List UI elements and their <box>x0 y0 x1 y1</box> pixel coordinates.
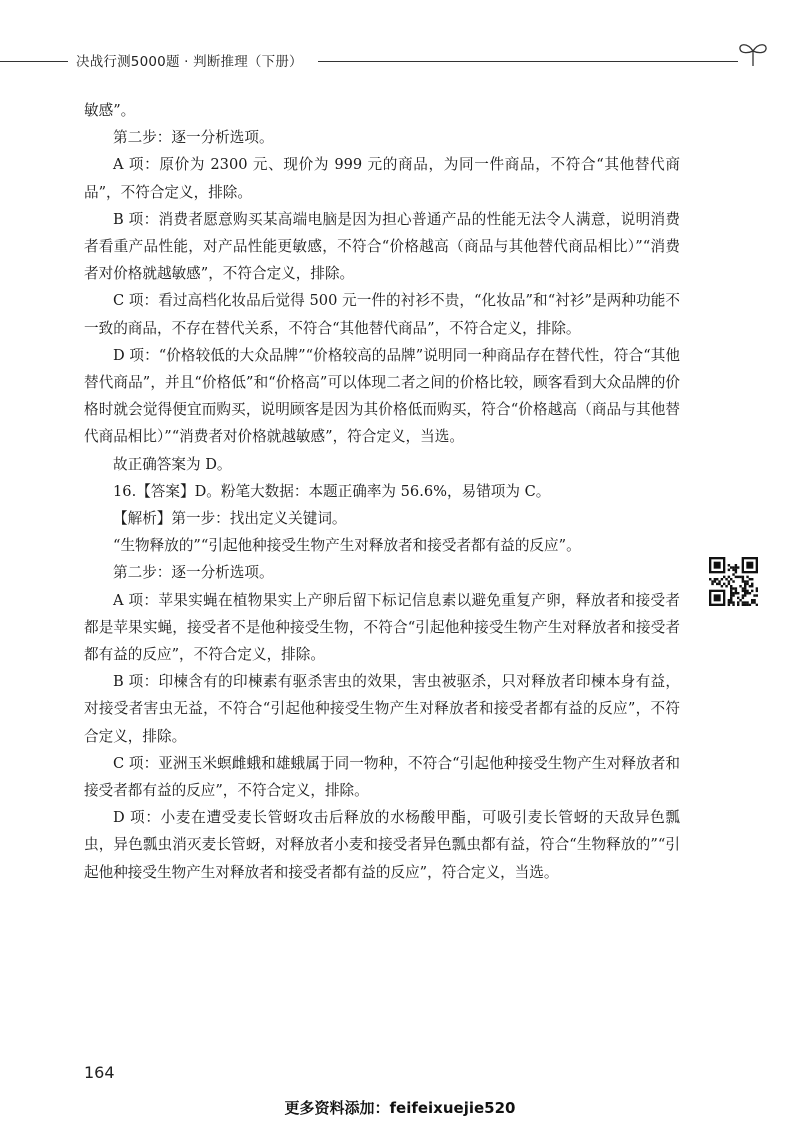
running-header <box>0 46 800 74</box>
paragraph: D 项：“价格较低的大众品牌”“价格较高的品牌”说明同一种商品存在替代性，符合“其他替代商品”，并且“价格低”和“价格高”可以体现二者之间的价格比较，顾客看到大众品牌的价格时就会觉得便宜而购买，说明顾客是因为其价格低而购买，符合“价格越高（商品与其他替代商品相比）”“消费者对价格就越敏感”，符合定义，当选。 <box>84 346 680 446</box>
paragraph: D 项：小麦在遭受麦长管蚜攻击后释放的水杨酸甲酯，可吸引麦长管蚜的天敌异色瓢虫，异色瓢虫消灭麦长管蚜，对释放者小麦和接受者异色瓢虫都有益，符合“生物释放的”“引起他种接受生物产生对释放者和接受者都有益的反应”，符合定义，当选。 <box>84 809 680 881</box>
paragraph: “生物释放的”“引起他种接受生物产生对释放者和接受者都有益的反应”。 <box>113 537 581 555</box>
paragraph: A 项：原价为 2300 元、现价为 999 元的商品，为同一件商品，不符合“其他替代商品”，不符合定义，排除。 <box>84 156 680 201</box>
paragraph: B 项：消费者愿意购买某高端电脑是因为担心普通产品的性能无法令人满意，说明消费者看重产品性能，对产品性能更敏感，不符合“价格越高（商品与其他替代商品相比）”“消费者对价格就越敏感”，不符合定义，排除。 <box>84 210 680 283</box>
paragraph: A 项：苹果实蝇在植物果实上产卵后留下标记信息素以避免重复产卵，释放者和接受者都是苹果实蝇，接受者不是他种接受生物，不符合“引起他种接受生物产生对释放者和接受者都有益的反应”，不符合定义，排除。 <box>84 591 680 664</box>
paragraph: B 项：印楝含有的印楝素有驱杀害虫的效果，害虫被驱杀，只对释放者印楝本身有益，对接受者害虫无益，不符合“引起他种接受生物产生对释放者和接受者都有益的反应”，不符合定义，排除。 <box>84 673 680 745</box>
header-rule-right <box>318 61 738 62</box>
footer-note: 更多资料添加：feifeixuejie520 <box>284 1099 516 1117</box>
paragraph: 第二步：逐一分析选项。 <box>113 129 274 147</box>
page-body <box>84 97 680 886</box>
paragraph: 敏感”。 <box>84 102 136 119</box>
sprout-icon <box>736 38 770 68</box>
paragraph: C 项：看过高档化妆品后觉得 500 元一件的衬衫不贵，“化妆品”和“衬衫”是两种功能不一致的商品，不存在替代关系，不符合“其他替代商品”，不符合定义，排除。 <box>84 292 680 337</box>
header-rule-left <box>0 61 68 62</box>
paragraph: 16.【答案】D。粉笔大数据：本题正确率为 56.6%，易错项为 C。 <box>113 482 551 500</box>
paragraph: 故正确答案为 D。 <box>113 455 232 473</box>
header-title: 决战行测5000题 · 判断推理（下册） <box>76 54 303 70</box>
paragraph: 【解析】第一步：找出定义关键词。 <box>113 510 347 528</box>
page-number: 164 <box>84 1063 115 1082</box>
qr-code-icon <box>709 557 758 606</box>
paragraph: C 项：亚洲玉米螟雌蛾和雄蛾属于同一物种，不符合“引起他种接受生物产生对释放者和接受者都有益的反应”，不符合定义，排除。 <box>84 754 680 800</box>
paragraph: 第二步：逐一分析选项。 <box>113 564 274 582</box>
